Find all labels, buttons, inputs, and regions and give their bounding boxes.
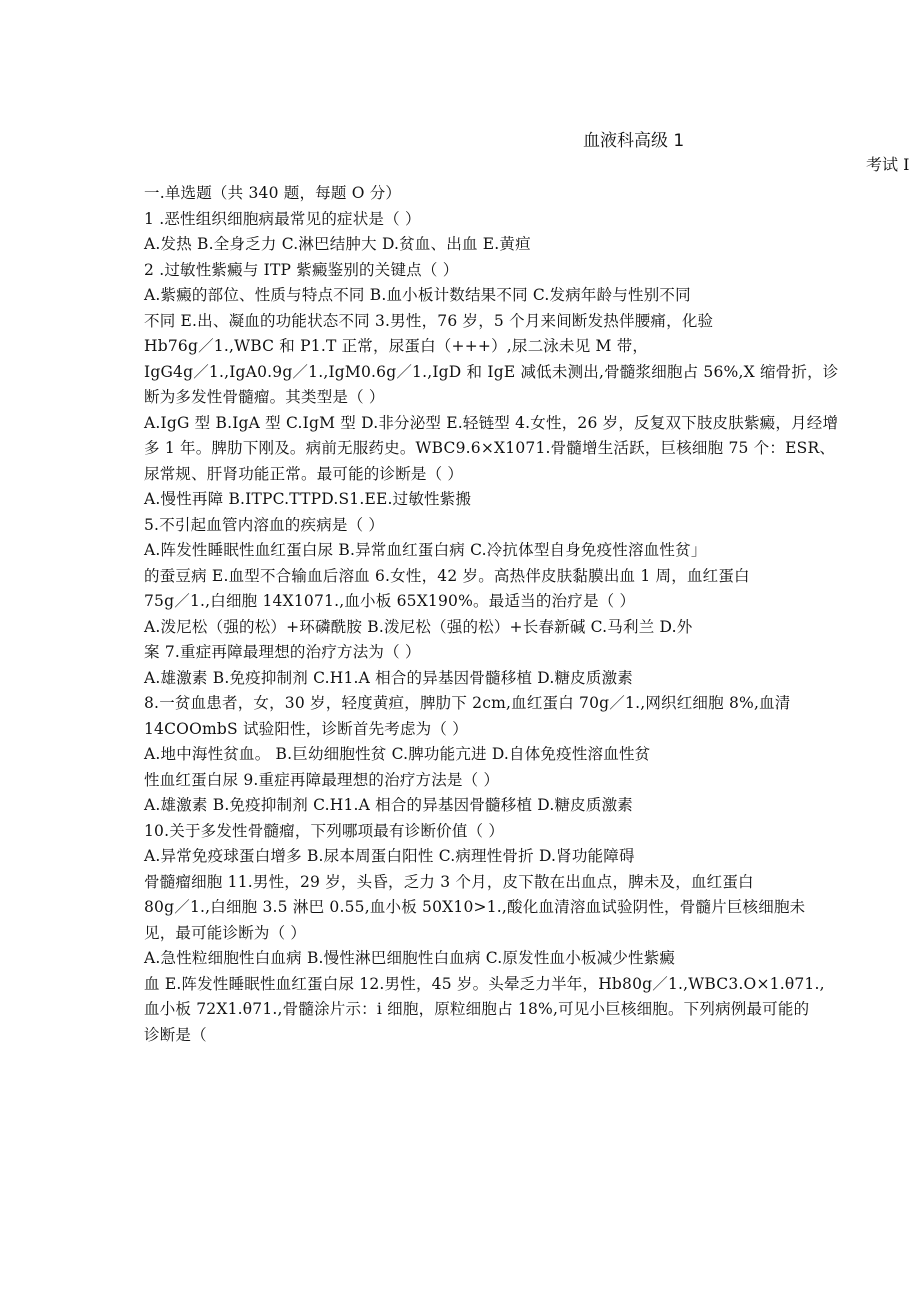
document-line: 性血红蛋白尿 9.重症再障最理想的治疗方法是（ ） [144, 770, 500, 789]
document-line: A.地中海性贫血。 B.巨幼细胞性贫 C.脾功能亢进 D.自体免疫性溶血性贫 [144, 745, 651, 763]
document-line: A.雄激素 B.免疫抑制剂 C.H1.A 相合的异基因骨髓移植 D.糖皮质激素 [144, 796, 633, 814]
document-line: 案 7.重症再障最理想的治疗方法为（ ） [144, 643, 421, 661]
document-line: A.泼尼松（强的松）+环磷酰胺 B.泼尼松（强的松）+长春新碱 C.马利兰 D.外 [144, 617, 693, 636]
document-line: 血小板 72X1.θ71.,骨髓涂片示：i 细胞，原粒细胞占 18%,可见小巨核细胞。下列病例最可能的 [144, 1000, 810, 1018]
document-line: A.急性粒细胞性白血病 B.慢性淋巴细胞性白血病 C.原发性血小板减少性紫癜 [144, 949, 676, 967]
document-line: A.IgG 型 B.IgA 型 C.IgM 型 D.非分泌型 E.轻链型 4.女性，26 岁，反复双下肢皮肤紫癜，月经增 [144, 413, 839, 432]
document-line: A.阵发性睡眠性血红蛋白尿 B.异常血红蛋白病 C.冷抗体型自身免疫性溶血性贫」 [144, 541, 707, 559]
document-line: A.紫癜的部位、性质与特点不同 B.血小板计数结果不同 C.发病年龄与性别不同 [144, 286, 691, 304]
document-line: Hb76g／1.,WBC 和 P1.T 正常，尿蛋白（+++）,尿二泳未见 M 带， [144, 337, 649, 355]
document-line: 骨髓瘤细胞 11.男性，29 岁，头昏，乏力 3 个月，皮下散在出血点，脾未及，血红蛋白 [144, 872, 754, 891]
document-line: A.异常免疫球蛋白增多 B.尿本周蛋白阳性 C.病理性骨折 D.肾功能障碍 [144, 847, 635, 865]
document-line: 诊断是（ [144, 1025, 207, 1044]
document-line: 见，最可能诊断为（ ） [144, 923, 307, 942]
document-line: 10.关于多发性骨髓瘤，下列哪项最有诊断价值（ ） [144, 821, 505, 840]
document-line: 75g／1.,白细胞 14X1071.,血小板 65X190%。最适当的治疗是（ ） [144, 592, 636, 610]
document-line: 尿常规、肝肾功能正常。最可能的诊断是（ ） [144, 464, 464, 483]
document-line: IgG4g／1.,IgA0.9g／1.,IgM0.6g／1.,IgD 和 IgE 减低未测出,骨髓浆细胞占 56%,X 缩骨折，诊 [144, 362, 839, 381]
document-line: 的蚕豆病 E.血型不合输血后溶血 6.女性，42 岁。高热伴皮肤黏膜出血 1 周，血红蛋白 [144, 566, 750, 585]
document-subtitle: 考试 I [866, 155, 910, 174]
document-line: A.发热 B.全身乏力 C.淋巴结肿大 D.贫血、出血 E.黄疸 [144, 235, 531, 253]
document-line: 1 .恶性组织细胞病最常见的症状是（ ） [144, 209, 421, 228]
document-line: 14COOmbS 试验阳性，诊断首先考虑为（ ） [144, 719, 468, 738]
document-line: 5.不引起血管内溶血的疾病是（ ） [144, 515, 385, 534]
document-line: A.慢性再障 B.ITPC.TTPD.S1.EE.过敏性紫搬 [144, 490, 472, 508]
document-line: 不同 E.出、凝血的功能状态不同 3.男性，76 岁，5 个月来间断发热伴腰痛，化验 [144, 311, 714, 330]
document-line: 8.一贫血患者，女，30 岁，轻度黄疸，脾肋下 2cm,血红蛋白 70g／1.,网织红细胞 8%,血清 [144, 694, 791, 712]
document-line: 2 .过敏性紫癜与 ITP 紫癜鉴别的关键点（ ） [144, 260, 459, 279]
document-line: A.雄激素 B.免疫抑制剂 C.H1.A 相合的异基因骨髓移植 D.糖皮质激素 [144, 668, 633, 687]
document-title: 血液科高级 1 [583, 131, 685, 151]
document-line: 80g／1.,白细胞 3.5 淋巴 0.55,血小板 50X10>1.,酸化血清溶血试验阴性，骨髓片巨核细胞未 [144, 898, 806, 916]
document-line: 多 1 年。脾肋下刚及。病前无服药史。WBC9.6×X1071.骨髓增生活跃，巨核细胞 75 个：ESR、 [144, 439, 836, 457]
document-line: 一.单选题（共 340 题，每题 O 分） [144, 184, 402, 202]
document-line: 断为多发性骨髓瘤。其类型是（ ） [144, 388, 385, 406]
document-line: 血 E.阵发性睡眠性血红蛋白尿 12.男性，45 岁。头晕乏力半年，Hb80g／1.,WBC3.O×1.θ71., [144, 974, 825, 993]
